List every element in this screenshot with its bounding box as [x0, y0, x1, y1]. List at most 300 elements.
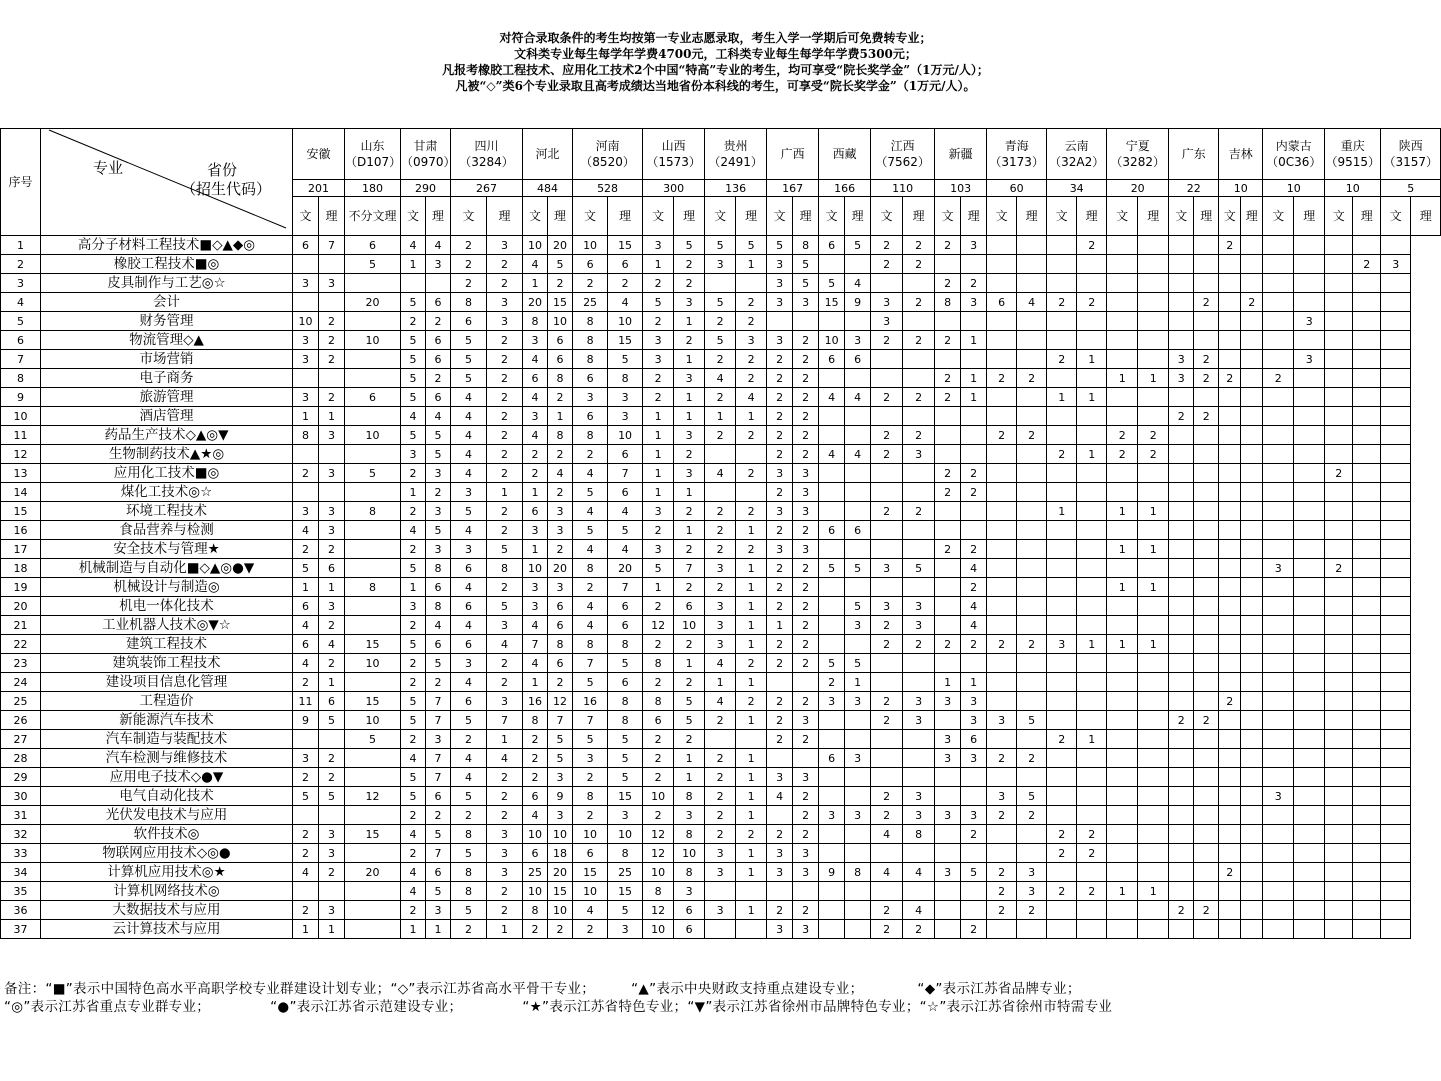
- quota-value: [1294, 692, 1325, 711]
- table-row: [1, 255, 1441, 274]
- quota-value: [1107, 483, 1138, 502]
- quota-value: 3: [871, 312, 903, 331]
- row-number: 22: [1, 635, 41, 654]
- table-row: [1, 711, 1441, 730]
- quota-value: [1047, 692, 1077, 711]
- quota-value: 4: [871, 863, 903, 882]
- quota-value: 10: [523, 882, 548, 901]
- quota-value: 8: [548, 426, 573, 445]
- quota-value: 8: [903, 825, 935, 844]
- quota-value: 2: [523, 768, 548, 787]
- major-name: 酒店管理: [139, 407, 194, 424]
- quota-value: 7: [426, 844, 451, 863]
- quota-value: 2: [767, 350, 793, 369]
- quota-value: [1219, 825, 1241, 844]
- quota-value: [1169, 464, 1194, 483]
- quota-value: [871, 274, 903, 293]
- quota-value: [935, 578, 961, 597]
- province-quota: 267: [451, 180, 523, 197]
- quota-value: [1017, 825, 1047, 844]
- quota-value: 1: [1077, 445, 1107, 464]
- quota-value: [1353, 483, 1381, 502]
- quota-value: 2: [523, 445, 548, 464]
- quota-value: [1381, 597, 1411, 616]
- quota-value: 3: [793, 502, 819, 521]
- row-number: 5: [1, 312, 41, 331]
- quota-value: 10: [548, 901, 573, 920]
- quota-value: 5: [903, 559, 935, 578]
- quota-value: 2: [451, 236, 487, 255]
- row-number: 30: [1, 787, 41, 806]
- quota-value: [819, 540, 845, 559]
- quota-value: 1: [736, 559, 767, 578]
- quota-value: 5: [643, 559, 674, 578]
- major-name: 光伏发电技术与应用: [105, 806, 228, 823]
- quota-value: [1107, 825, 1138, 844]
- legend-line2-b: “●”表示江苏省示范建设专业；: [270, 999, 463, 1015]
- quota-value: [1381, 426, 1411, 445]
- quota-value: 4: [293, 521, 319, 540]
- quota-value: [1294, 369, 1325, 388]
- quota-value: 8: [845, 863, 871, 882]
- quota-value: 2: [987, 882, 1017, 901]
- quota-value: [1138, 749, 1169, 768]
- major-name: 皮具制作与工艺◎☆: [107, 274, 226, 291]
- quota-value: 2: [674, 445, 705, 464]
- quota-value: 3: [548, 578, 573, 597]
- quota-value: 2: [767, 597, 793, 616]
- quota-value: [705, 882, 736, 901]
- quota-value: 2: [319, 749, 345, 768]
- quota-value: 3: [319, 274, 345, 293]
- quota-value: 4: [426, 616, 451, 635]
- quota-value: [1077, 673, 1107, 692]
- quota-value: 2: [1219, 236, 1241, 255]
- quota-value: 20: [345, 293, 401, 312]
- major-name-cell: [41, 502, 293, 521]
- quota-value: 2: [705, 426, 736, 445]
- quota-value: 2: [319, 540, 345, 559]
- quota-value: [1219, 350, 1241, 369]
- quota-value: 12: [548, 692, 573, 711]
- quota-value: 2: [573, 445, 608, 464]
- quota-value: 1: [643, 407, 674, 426]
- type-wen: 文: [987, 197, 1017, 236]
- province-code: （7562）: [875, 155, 930, 169]
- quota-value: 5: [401, 559, 426, 578]
- quota-value: [1294, 483, 1325, 502]
- quota-value: 2: [1047, 730, 1077, 749]
- quota-value: 1: [845, 673, 871, 692]
- legend-line2-a: “◎”表示江苏省重点专业群专业；: [4, 999, 211, 1015]
- quota-value: [1138, 654, 1169, 673]
- row-number: 2: [1, 255, 41, 274]
- quota-value: [819, 768, 845, 787]
- quota-value: 3: [293, 388, 319, 407]
- major-name-cell: [41, 768, 293, 787]
- quota-value: [1194, 483, 1219, 502]
- quota-value: [1263, 768, 1294, 787]
- quota-value: [1325, 654, 1353, 673]
- quota-value: [819, 616, 845, 635]
- row-number: 4: [1, 293, 41, 312]
- quota-value: [1047, 863, 1077, 882]
- major-name-cell: [41, 806, 293, 825]
- quota-value: 3: [767, 331, 793, 350]
- quota-value: [1169, 863, 1194, 882]
- quota-value: 5: [451, 901, 487, 920]
- quota-value: 8: [426, 597, 451, 616]
- quota-value: 3: [1017, 882, 1047, 901]
- quota-value: 3: [293, 502, 319, 521]
- quota-value: 3: [935, 730, 961, 749]
- quota-value: [845, 502, 871, 521]
- quota-value: 2: [1047, 825, 1077, 844]
- quota-value: [345, 597, 401, 616]
- table-row: [1, 445, 1441, 464]
- major-name-cell: [41, 521, 293, 540]
- quota-value: 6: [426, 293, 451, 312]
- quota-value: 2: [1107, 445, 1138, 464]
- quota-value: [1107, 901, 1138, 920]
- quota-value: [426, 274, 451, 293]
- quota-value: [1381, 654, 1411, 673]
- quota-value: [1219, 312, 1241, 331]
- quota-value: [819, 578, 845, 597]
- quota-value: [1325, 635, 1353, 654]
- quota-value: 1: [643, 483, 674, 502]
- quota-value: [1017, 578, 1047, 597]
- quota-value: [767, 749, 793, 768]
- quota-value: [345, 673, 401, 692]
- quota-value: [1294, 578, 1325, 597]
- major-name: 新能源汽车技术: [119, 711, 214, 728]
- quota-value: [845, 369, 871, 388]
- quota-value: 1: [548, 407, 573, 426]
- quota-value: [1263, 882, 1294, 901]
- quota-value: 2: [319, 312, 345, 331]
- quota-value: [1325, 502, 1353, 521]
- quota-value: [1017, 597, 1047, 616]
- quota-value: 2: [793, 825, 819, 844]
- quota-value: 8: [345, 578, 401, 597]
- quota-value: [1353, 445, 1381, 464]
- quota-value: [903, 350, 935, 369]
- quota-value: [819, 597, 845, 616]
- quota-value: 2: [1077, 293, 1107, 312]
- province-name: 内蒙古: [1275, 139, 1312, 153]
- quota-value: 2: [1194, 369, 1219, 388]
- quota-value: [345, 445, 401, 464]
- major-name: 会计: [153, 293, 180, 310]
- quota-value: [1107, 597, 1138, 616]
- quota-value: [1169, 806, 1194, 825]
- quota-value: 6: [548, 616, 573, 635]
- quota-value: [1263, 426, 1294, 445]
- quota-value: 3: [1381, 255, 1411, 274]
- quota-value: [1169, 445, 1194, 464]
- type-li: 理: [1294, 197, 1325, 236]
- quota-value: 3: [426, 464, 451, 483]
- quota-value: 2: [819, 673, 845, 692]
- quota-value: 3: [1263, 559, 1294, 578]
- quota-value: [1169, 274, 1194, 293]
- quota-value: [1241, 540, 1263, 559]
- quota-value: 2: [705, 502, 736, 521]
- quota-value: 6: [451, 635, 487, 654]
- quota-value: [1169, 749, 1194, 768]
- quota-value: 1: [961, 331, 987, 350]
- quota-value: [1219, 578, 1241, 597]
- quota-value: 3: [426, 502, 451, 521]
- quota-value: [1325, 825, 1353, 844]
- province-cell: [819, 129, 871, 180]
- quota-value: [1077, 654, 1107, 673]
- quota-value: 2: [705, 711, 736, 730]
- quota-value: 6: [548, 350, 573, 369]
- quota-value: 2: [767, 445, 793, 464]
- quota-value: [819, 464, 845, 483]
- quota-value: [1194, 920, 1219, 939]
- quota-value: [1294, 274, 1325, 293]
- type-wen: 文: [1107, 197, 1138, 236]
- quota-value: 3: [487, 863, 523, 882]
- quota-value: 2: [987, 863, 1017, 882]
- quota-value: 8: [523, 312, 548, 331]
- quota-value: [987, 407, 1017, 426]
- quota-value: 5: [674, 711, 705, 730]
- quota-value: 2: [293, 825, 319, 844]
- quota-value: 3: [319, 464, 345, 483]
- quota-value: 3: [871, 293, 903, 312]
- quota-value: [319, 730, 345, 749]
- quota-value: [1241, 274, 1263, 293]
- type-li: 理: [845, 197, 871, 236]
- quota-value: [935, 920, 961, 939]
- quota-value: 5: [319, 787, 345, 806]
- major-name-cell: [41, 749, 293, 768]
- quota-value: 3: [705, 597, 736, 616]
- quota-value: [987, 597, 1017, 616]
- quota-value: [1219, 483, 1241, 502]
- quota-value: 6: [819, 521, 845, 540]
- quota-value: [1294, 844, 1325, 863]
- type-wen: 文: [1169, 197, 1194, 236]
- quota-value: [1169, 597, 1194, 616]
- quota-value: [1263, 616, 1294, 635]
- type-wen: 文: [819, 197, 845, 236]
- quota-value: 2: [987, 806, 1017, 825]
- quota-value: [1047, 711, 1077, 730]
- quota-value: 2: [573, 274, 608, 293]
- quota-value: 4: [548, 464, 573, 483]
- quota-value: [1241, 692, 1263, 711]
- quota-value: 2: [293, 673, 319, 692]
- quota-value: 2: [793, 445, 819, 464]
- type-li: 理: [1241, 197, 1263, 236]
- quota-value: [1017, 464, 1047, 483]
- quota-value: 4: [523, 806, 548, 825]
- quota-value: [1381, 844, 1411, 863]
- quota-value: 12: [643, 825, 674, 844]
- quota-value: [1353, 521, 1381, 540]
- quota-value: 6: [987, 293, 1017, 312]
- quota-value: [1381, 559, 1411, 578]
- quota-value: [1294, 825, 1325, 844]
- quota-value: 8: [573, 312, 608, 331]
- major-name: 物联网应用技术◇◎●: [102, 844, 231, 861]
- quota-value: 5: [608, 901, 643, 920]
- quota-value: 5: [548, 730, 573, 749]
- quota-value: 6: [548, 654, 573, 673]
- quota-value: [1047, 806, 1077, 825]
- quota-value: 3: [705, 863, 736, 882]
- quota-value: 3: [767, 844, 793, 863]
- quota-value: [1241, 445, 1263, 464]
- quota-value: 20: [548, 863, 573, 882]
- quota-value: 3: [451, 540, 487, 559]
- quota-value: 20: [523, 293, 548, 312]
- quota-value: 2: [987, 749, 1017, 768]
- row-number: 12: [1, 445, 41, 464]
- quota-value: 2: [548, 920, 573, 939]
- quota-value: [1077, 312, 1107, 331]
- quota-value: [1353, 388, 1381, 407]
- quota-value: [1219, 255, 1241, 274]
- quota-value: [871, 749, 903, 768]
- quota-value: [819, 483, 845, 502]
- quota-value: [1219, 920, 1241, 939]
- quota-value: 8: [573, 331, 608, 350]
- quota-value: 5: [401, 768, 426, 787]
- quota-value: 2: [736, 825, 767, 844]
- province-cell: [1169, 129, 1219, 180]
- quota-value: 3: [1169, 350, 1194, 369]
- quota-value: 25: [523, 863, 548, 882]
- quota-value: 3: [903, 692, 935, 711]
- quota-value: 2: [871, 502, 903, 521]
- quota-value: [1017, 483, 1047, 502]
- quota-value: [345, 844, 401, 863]
- quota-value: [1017, 673, 1047, 692]
- enrollment-plan-table: [0, 128, 1441, 939]
- quota-value: [987, 445, 1017, 464]
- quota-value: [1017, 274, 1047, 293]
- quota-value: 1: [1107, 540, 1138, 559]
- quota-value: 1: [487, 730, 523, 749]
- quota-value: [1325, 768, 1353, 787]
- quota-value: [1077, 483, 1107, 502]
- quota-value: 10: [643, 920, 674, 939]
- quota-value: [987, 464, 1017, 483]
- quota-value: 3: [523, 597, 548, 616]
- quota-value: 4: [736, 388, 767, 407]
- table-row: [1, 464, 1441, 483]
- quota-value: 10: [523, 236, 548, 255]
- quota-value: 2: [987, 635, 1017, 654]
- table-row: [1, 350, 1441, 369]
- type-wen: 文: [705, 197, 736, 236]
- quota-value: 2: [674, 635, 705, 654]
- quota-value: 3: [793, 863, 819, 882]
- quota-value: 15: [819, 293, 845, 312]
- quota-value: [1077, 559, 1107, 578]
- quota-value: [1325, 597, 1353, 616]
- quota-value: [1353, 711, 1381, 730]
- quota-value: 8: [426, 559, 451, 578]
- quota-value: [1169, 559, 1194, 578]
- quota-value: 8: [643, 882, 674, 901]
- quota-value: [1138, 597, 1169, 616]
- quota-value: [935, 654, 961, 673]
- quota-value: 3: [793, 768, 819, 787]
- quota-value: [935, 825, 961, 844]
- quota-value: [987, 578, 1017, 597]
- province-cell: [935, 129, 987, 180]
- major-name-cell: [41, 578, 293, 597]
- quota-value: [1017, 730, 1047, 749]
- province-quota: 528: [573, 180, 643, 197]
- quota-value: 2: [736, 293, 767, 312]
- quota-value: 2: [736, 654, 767, 673]
- major-name-cell: [41, 787, 293, 806]
- quota-value: [1325, 673, 1353, 692]
- quota-value: 7: [426, 692, 451, 711]
- quota-value: 2: [487, 806, 523, 825]
- quota-value: [1194, 540, 1219, 559]
- quota-value: [1017, 331, 1047, 350]
- quota-value: [903, 749, 935, 768]
- quota-value: [1353, 540, 1381, 559]
- quota-value: 2: [426, 369, 451, 388]
- quota-value: 25: [608, 863, 643, 882]
- quota-value: [961, 768, 987, 787]
- quota-value: [871, 578, 903, 597]
- quota-value: [1219, 464, 1241, 483]
- quota-value: [903, 312, 935, 331]
- quota-value: 2: [1138, 426, 1169, 445]
- quota-value: 8: [548, 369, 573, 388]
- quota-value: 6: [845, 350, 871, 369]
- quota-value: [1294, 768, 1325, 787]
- quota-value: [1325, 426, 1353, 445]
- quota-value: [1353, 901, 1381, 920]
- quota-value: 12: [643, 844, 674, 863]
- quota-value: [1263, 825, 1294, 844]
- quota-value: [1241, 388, 1263, 407]
- quota-value: 2: [674, 578, 705, 597]
- quota-value: [1047, 255, 1077, 274]
- quota-value: 12: [345, 787, 401, 806]
- quota-value: [1294, 920, 1325, 939]
- quota-value: [1107, 293, 1138, 312]
- major-name: 环境工程技术: [126, 502, 207, 519]
- quota-value: 3: [548, 768, 573, 787]
- province-code: （3157）: [1383, 155, 1439, 169]
- quota-value: 3: [903, 787, 935, 806]
- quota-value: [1294, 597, 1325, 616]
- quota-value: [819, 920, 845, 939]
- quota-value: 2: [293, 844, 319, 863]
- quota-value: 1: [1138, 578, 1169, 597]
- quota-value: [935, 559, 961, 578]
- quota-value: 8: [451, 882, 487, 901]
- quota-value: [1263, 502, 1294, 521]
- province-quota: 5: [1381, 180, 1441, 197]
- quota-value: [1194, 673, 1219, 692]
- province-name: 广西: [780, 147, 805, 161]
- quota-value: 10: [345, 331, 401, 350]
